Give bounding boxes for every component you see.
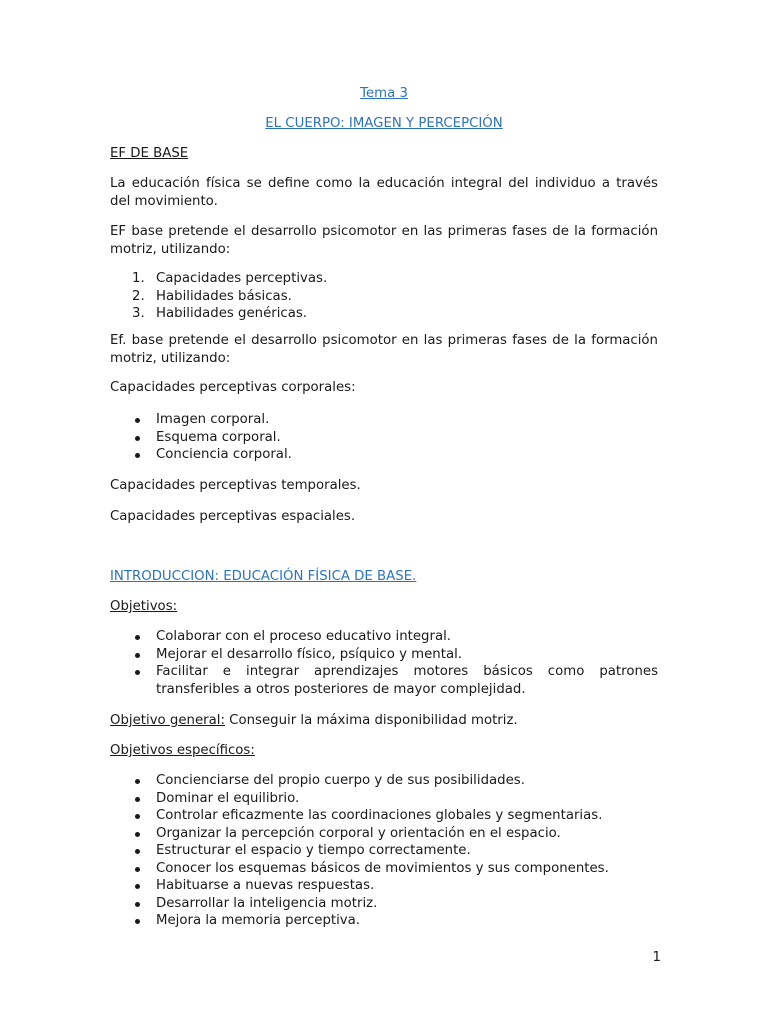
objetivos-especificos-label-text: Objetivos específicos: xyxy=(110,743,255,758)
list-item-text: Capacidades perceptivas. xyxy=(156,271,328,286)
objetivos-especificos-list xyxy=(110,772,658,930)
list-item-text: Habilidades genéricas. xyxy=(156,306,308,321)
list-item-text: Habilidades básicas. xyxy=(156,288,292,304)
temporales-text: Capacidades perceptivas temporales. xyxy=(110,478,361,493)
bullet-icon xyxy=(135,919,140,924)
bullet-list-item xyxy=(110,860,658,878)
list-item-text: Dominar el equilibrio. xyxy=(156,790,300,806)
bullet-icon xyxy=(135,884,140,889)
section-heading-ef-base-text: EF DE BASE xyxy=(110,146,189,161)
document-title[interactable] xyxy=(110,115,658,133)
document-title-link[interactable]: EL CUERPO: IMAGEN Y PERCEPCIÓN xyxy=(265,116,503,131)
objetivos-label-text: Objetivos: xyxy=(110,599,178,614)
bullet-list-item xyxy=(110,842,658,860)
paragraph-ef-base: EF base pretende el desarrollo psicomotor en las primeras fases de la formación motriz, utilizando: xyxy=(110,224,658,257)
objetivos-especificos-label xyxy=(110,742,255,760)
list-item-text: Esquema corporal. xyxy=(156,429,281,445)
bullet-list-item xyxy=(110,807,658,825)
bullet-icon xyxy=(135,418,140,423)
numbered-list-item xyxy=(110,288,658,306)
espaciales-text: Capacidades perceptivas espaciales. xyxy=(110,509,356,524)
list-item-text: Conciencia corporal. xyxy=(156,447,292,462)
bullet-icon xyxy=(135,453,140,458)
bullet-icon xyxy=(135,902,140,907)
bullet-list-item xyxy=(110,772,658,790)
objetivo-general-text: Conseguir la máxima disponibilidad motriz. xyxy=(224,713,518,728)
list-number: 3. xyxy=(132,306,145,321)
objetivo-general-label: Objetivo general: xyxy=(110,713,225,728)
list-item-text: Conocer los esquemas básicos de movimientos y sus componentes. xyxy=(156,860,609,876)
bullet-list-item xyxy=(110,429,658,447)
numbered-list-item xyxy=(110,305,658,323)
bullet-icon xyxy=(135,814,140,819)
bullet-icon xyxy=(135,779,140,784)
numbered-list-item xyxy=(110,270,658,288)
paragraph-ef-base-repeat: Ef. base pretende el desarrollo psicomotor en las primeras fases de la formación motriz, utilizando: xyxy=(110,333,658,366)
bullet-list-item xyxy=(110,825,658,843)
list-item-text: Concienciarse del propio cuerpo y de sus posibilidades. xyxy=(156,773,525,788)
bullet-list-item xyxy=(110,446,658,464)
list-item-text: Mejorar el desarrollo físico, psíquico y mental. xyxy=(156,646,463,662)
bullet-icon xyxy=(135,849,140,854)
bullet-list-item xyxy=(110,877,658,895)
bullet-list-item xyxy=(110,912,658,930)
bullet-list-item xyxy=(110,895,658,913)
list-number: 2. xyxy=(132,288,145,304)
corporales-list xyxy=(110,411,658,464)
section-heading-introduccion-link[interactable]: INTRODUCCION: EDUCACIÓN FÍSICA DE BASE. xyxy=(110,569,417,584)
list-item-text: Desarrollar la inteligencia motriz. xyxy=(156,895,378,911)
bullet-list-item xyxy=(110,411,658,429)
paragraph-definition: La educación física se define como la educación integral del individuo a través del movimiento. xyxy=(110,176,658,209)
bullet-list-item xyxy=(110,628,658,646)
list-item-text: Organizar la percepción corporal y orientación en el espacio. xyxy=(156,825,561,841)
corporales-label: Capacidades perceptivas corporales: xyxy=(110,380,356,395)
list-item-text: Facilitar e integrar aprendizajes motores básicos como patrones transferibles a otros posteriores de mayor complejidad. xyxy=(156,664,658,697)
bullet-icon xyxy=(135,436,140,441)
numbered-list xyxy=(110,270,658,323)
list-item-text: Mejora la memoria perceptiva. xyxy=(156,913,361,928)
list-item-text: Imagen corporal. xyxy=(156,412,270,427)
list-item-text: Habituarse a nuevas respuestas. xyxy=(156,878,375,893)
list-item-text: Controlar eficazmente las coordinaciones globales y segmentarias. xyxy=(156,808,603,823)
bullet-icon xyxy=(135,832,140,837)
topic-number-link[interactable]: Tema 3 xyxy=(360,86,408,101)
bullet-list-item xyxy=(110,663,658,698)
topic-number[interactable] xyxy=(110,85,658,103)
section-heading-introduccion[interactable] xyxy=(110,568,416,586)
section-heading-ef-base xyxy=(110,145,188,163)
list-item-text: Estructurar el espacio y tiempo correctamente. xyxy=(156,843,471,858)
bullet-icon xyxy=(135,867,140,872)
list-item-text: Colaborar con el proceso educativo integral. xyxy=(156,629,452,644)
bullet-list-item xyxy=(110,646,658,664)
bullet-icon xyxy=(135,797,140,802)
bullet-list-item xyxy=(110,790,658,808)
list-number: 1. xyxy=(132,271,145,286)
objetivos-label xyxy=(110,598,177,616)
objetivo-general xyxy=(110,712,518,730)
page-number: 1 xyxy=(652,950,661,965)
bullet-icon xyxy=(135,653,140,658)
bullet-icon xyxy=(135,670,140,675)
bullet-icon xyxy=(135,635,140,640)
objetivos-list xyxy=(110,628,658,698)
